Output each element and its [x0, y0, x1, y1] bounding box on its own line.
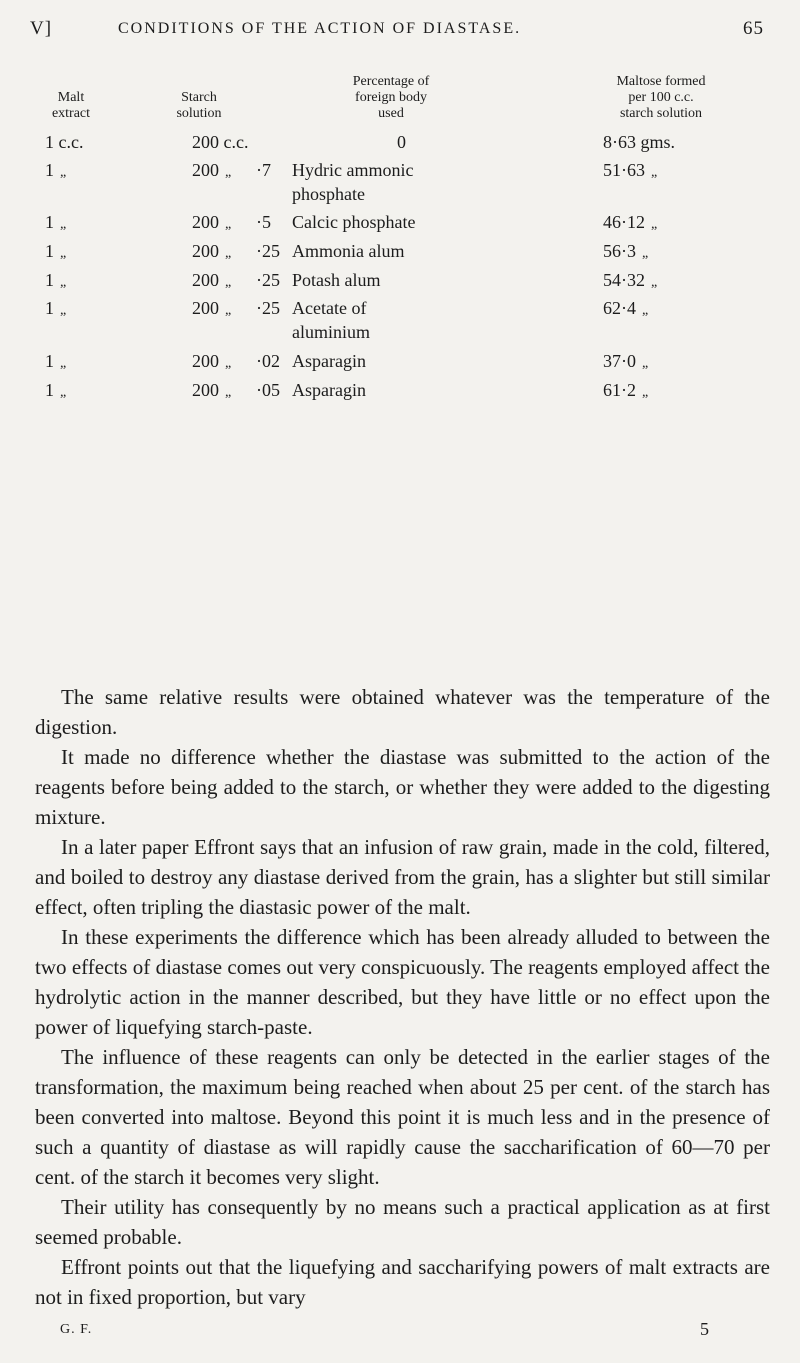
cell-body-name-continued: aluminium — [292, 322, 370, 342]
cell-starch-solution: 200 „ — [192, 351, 232, 371]
running-title: CONDITIONS OF THE ACTION OF DIASTASE. — [118, 20, 522, 37]
ditto-mark: „ — [60, 275, 67, 290]
cell-starch-solution: 200 c.c. — [192, 132, 249, 152]
ditto-mark: „ — [642, 385, 649, 400]
cell-body-name: Hydric ammonic — [292, 160, 414, 180]
paragraph: The influence of these reagents can only be detected in the earlier stages of the transformation, the maximum being reached when about 25 per cent. of the starch has been converted into maltose. Beyond this point it is much less and in the presence of such a quantity of diastase as will rapidly cause the saccharification of 60—70 per cent. of the starch it becomes very slight. — [35, 1045, 770, 1189]
cell-malt-extract: 1 „ — [45, 351, 67, 371]
cell-malt-extract: 1 „ — [45, 212, 67, 232]
ditto-mark: „ — [60, 165, 67, 180]
ditto-mark: „ — [60, 303, 67, 318]
cell-malt-extract: 1 „ — [45, 241, 67, 261]
chapter-marker: V] — [30, 18, 53, 39]
cell-foreign-body — [256, 349, 516, 373]
cell-maltose: 51·63 „ — [603, 160, 658, 180]
cell-percentage: ·5 — [256, 212, 271, 232]
ditto-mark: „ — [60, 356, 67, 371]
ditto-mark: „ — [651, 275, 658, 290]
cell-percentage: 0 — [397, 132, 406, 152]
paragraph: Effront points out that the liquefying and saccharifying powers of malt extracts are not in fixed proportion, but vary — [35, 1255, 770, 1309]
cell-percentage: ·02 — [256, 351, 280, 371]
cell-body-name: Asparagin — [292, 351, 366, 371]
cell-percentage: ·25 — [256, 298, 280, 318]
cell-malt-extract: 1 „ — [45, 160, 67, 180]
ditto-mark: „ — [651, 165, 658, 180]
results-table — [36, 58, 776, 430]
ditto-mark: „ — [642, 356, 649, 371]
ditto-mark: „ — [642, 246, 649, 261]
header-starch-solution: Starch solution — [176, 90, 222, 121]
cell-starch-solution: 200 „ — [192, 212, 232, 232]
cell-body-name: Potash alum — [292, 270, 381, 290]
paragraph: In these experiments the difference which has been already alluded to between the two effects of diastase comes out very conspicuously. The reagents employed affect the hydrolytic action in the manner described, but they have little or no effect upon the power of liquefying starch-paste. — [35, 925, 770, 1039]
header-percentage-foreign-body: Percentage of foreign body used — [352, 74, 430, 121]
table-body — [36, 130, 776, 430]
running-head — [30, 18, 770, 48]
cell-starch-solution: 200 „ — [192, 160, 232, 180]
cell-maltose: 46·12 „ — [603, 212, 658, 232]
ditto-mark: „ — [60, 385, 67, 400]
cell-percentage: ·7 — [256, 160, 271, 180]
cell-malt-extract: 1 „ — [45, 298, 67, 318]
cell-malt-extract: 1 „ — [45, 270, 67, 290]
ditto-mark: „ — [651, 217, 658, 232]
cell-malt-extract: 1 c.c. — [45, 132, 84, 152]
sheet-number: 5 — [700, 1319, 710, 1339]
ditto-mark: „ — [225, 246, 232, 261]
cell-body-name: Asparagin — [292, 380, 366, 400]
cell-starch-solution: 200 „ — [192, 380, 232, 400]
cell-percentage: ·05 — [256, 380, 280, 400]
paragraph: In a later paper Effront says that an infusion of raw grain, made in the cold, filtered, and boiled to destroy any diastase derived from the grain, has a slighter but still similar effect, often tripling the diastasic power of the malt. — [35, 835, 770, 919]
header-malt-extract: Malt extract — [51, 90, 91, 121]
ditto-mark: „ — [225, 303, 232, 318]
paragraph: Their utility has consequently by no means such a practical application as at first seemed probable. — [35, 1195, 770, 1249]
cell-malt-extract: 1 „ — [45, 380, 67, 400]
page-number: 65 — [743, 18, 764, 39]
cell-maltose: 37·0 „ — [603, 351, 649, 371]
cell-maltose: 56·3 „ — [603, 241, 649, 261]
cell-foreign-body — [256, 296, 516, 344]
ditto-mark: „ — [225, 275, 232, 290]
ditto-mark: „ — [225, 165, 232, 180]
ditto-mark: „ — [642, 303, 649, 318]
header-maltose-formed: Maltose formed per 100 c.c. starch solution — [616, 74, 706, 121]
table-header — [36, 58, 776, 130]
paragraph: It made no difference whether the diastase was submitted to the action of the reagents before being added to the starch, or whether they were added to the digesting mixture. — [35, 745, 770, 829]
cell-maltose: 54·32 „ — [603, 270, 658, 290]
cell-foreign-body — [256, 210, 516, 234]
cell-starch-solution: 200 „ — [192, 270, 232, 290]
cell-foreign-body — [256, 158, 516, 206]
cell-maltose: 61·2 „ — [603, 380, 649, 400]
ditto-mark: „ — [60, 246, 67, 261]
cell-foreign-body — [256, 268, 516, 292]
cell-foreign-body — [256, 130, 516, 154]
cell-percentage: ·25 — [256, 241, 280, 261]
ditto-mark: „ — [225, 385, 232, 400]
body-text — [35, 682, 770, 1312]
cell-starch-solution: 200 „ — [192, 298, 232, 318]
cell-maltose: 62·4 „ — [603, 298, 649, 318]
cell-percentage: ·25 — [256, 270, 280, 290]
ditto-mark: „ — [225, 217, 232, 232]
cell-starch-solution: 200 „ — [192, 241, 232, 261]
cell-body-name: Calcic phosphate — [292, 212, 416, 232]
ditto-mark: „ — [225, 356, 232, 371]
paragraph: The same relative results were obtained whatever was the temperature of the digestion. — [35, 685, 770, 739]
cell-body-name: Ammonia alum — [292, 241, 405, 261]
cell-foreign-body — [256, 378, 516, 402]
ditto-mark: „ — [60, 217, 67, 232]
signature-mark: G. F. — [60, 1322, 93, 1337]
cell-maltose: 8·63 gms. — [603, 132, 675, 152]
cell-foreign-body — [256, 239, 516, 263]
cell-body-name-continued: phosphate — [292, 184, 365, 204]
cell-body-name: Acetate of — [292, 298, 367, 318]
